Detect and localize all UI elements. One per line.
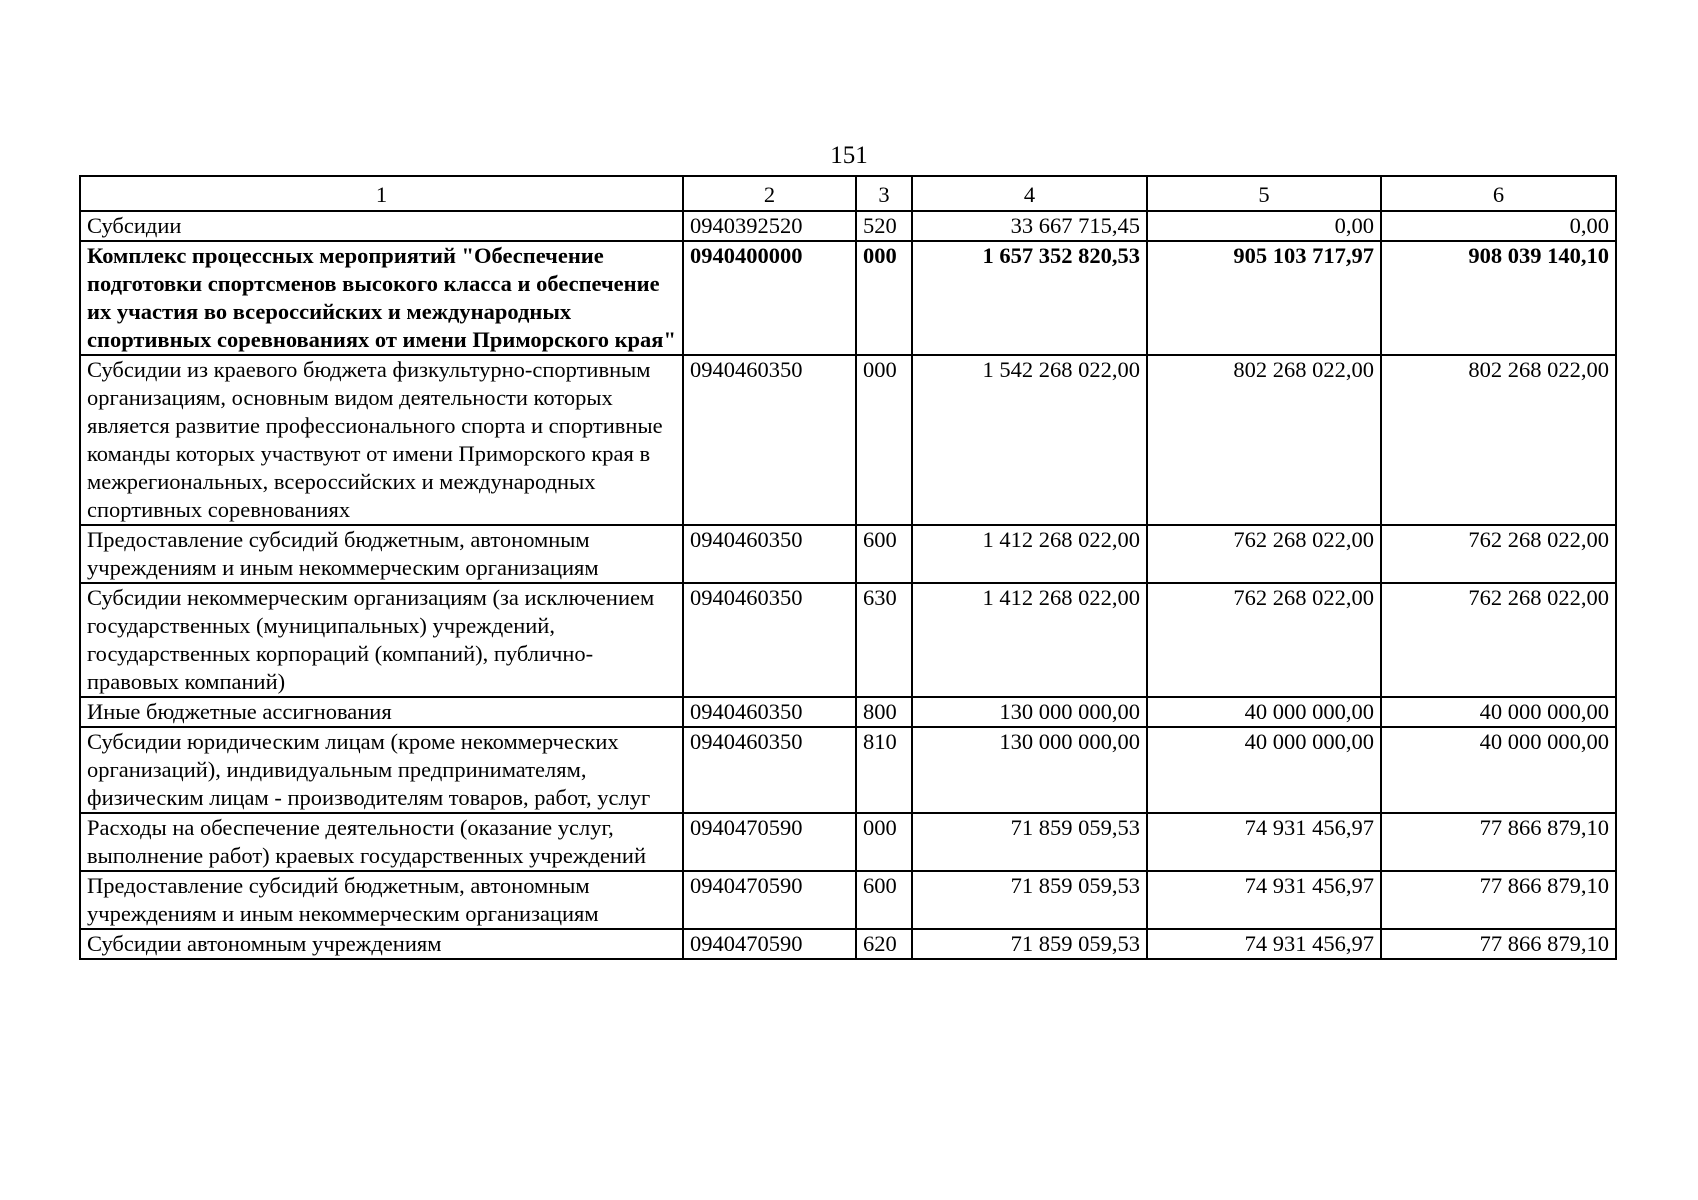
page-number: 151 <box>830 142 868 169</box>
row-code-cell: 0940470590 <box>683 813 856 871</box>
row-name-cell: Субсидии автономным учреждениям <box>80 929 683 959</box>
column-header-3: 3 <box>856 176 912 211</box>
row-code-cell: 0940460350 <box>683 525 856 583</box>
row-name-cell: Иные бюджетные ассигнования <box>80 697 683 727</box>
row-name-cell: Субсидии юридическим лицам (кроме некоммерческих организаций), индивидуальным предпринимателям, физическим лицам - производителям товаров, работ, услуг <box>80 727 683 813</box>
header-row <box>80 176 1616 211</box>
row-value-4-cell: 71 859 059,53 <box>912 929 1147 959</box>
row-type-cell: 620 <box>856 929 912 959</box>
row-value-5-cell: 74 931 456,97 <box>1147 929 1381 959</box>
row-type-cell: 600 <box>856 871 912 929</box>
row-name-cell: Предоставление субсидий бюджетным, автономным учреждениям и иным некоммерческим организациям <box>80 525 683 583</box>
row-value-4-cell: 1 412 268 022,00 <box>912 525 1147 583</box>
row-value-4-cell: 33 667 715,45 <box>912 211 1147 241</box>
row-value-6-cell: 0,00 <box>1381 211 1616 241</box>
row-value-5-cell: 74 931 456,97 <box>1147 813 1381 871</box>
row-value-6-cell: 908 039 140,10 <box>1381 241 1616 355</box>
row-type-cell: 810 <box>856 727 912 813</box>
column-header-4: 4 <box>912 176 1147 211</box>
row-value-4-cell: 1 542 268 022,00 <box>912 355 1147 525</box>
row-code-cell: 0940470590 <box>683 929 856 959</box>
budget-table <box>79 175 1617 960</box>
column-header-5: 5 <box>1147 176 1381 211</box>
table-row <box>80 211 1616 241</box>
row-type-cell: 600 <box>856 525 912 583</box>
row-value-6-cell: 77 866 879,10 <box>1381 929 1616 959</box>
table-row <box>80 929 1616 959</box>
row-code-cell: 0940392520 <box>683 211 856 241</box>
row-value-6-cell: 40 000 000,00 <box>1381 697 1616 727</box>
row-value-4-cell: 71 859 059,53 <box>912 871 1147 929</box>
row-name-cell: Субсидии из краевого бюджета физкультурно-спортивным организациям, основным видом деятельности которых является развитие профессионального спорта и спортивные команды которых участвуют от имени Приморского края в межрегиональных, всероссийских и международных спортивных соревнованиях <box>80 355 683 525</box>
row-value-5-cell: 40 000 000,00 <box>1147 697 1381 727</box>
row-value-4-cell: 130 000 000,00 <box>912 727 1147 813</box>
row-code-cell: 0940470590 <box>683 871 856 929</box>
row-type-cell: 000 <box>856 355 912 525</box>
row-code-cell: 0940460350 <box>683 583 856 697</box>
row-value-6-cell: 802 268 022,00 <box>1381 355 1616 525</box>
row-value-5-cell: 74 931 456,97 <box>1147 871 1381 929</box>
row-type-cell: 520 <box>856 211 912 241</box>
row-name-cell: Субсидии <box>80 211 683 241</box>
table-row <box>80 697 1616 727</box>
row-type-cell: 630 <box>856 583 912 697</box>
table-row <box>80 355 1616 525</box>
row-type-cell: 000 <box>856 813 912 871</box>
table-row <box>80 813 1616 871</box>
table-row <box>80 241 1616 355</box>
row-name-cell: Субсидии некоммерческим организациям (за исключением государственных (муниципальных) учреждений, государственных корпораций (компаний), публично-правовых компаний) <box>80 583 683 697</box>
row-value-5-cell: 40 000 000,00 <box>1147 727 1381 813</box>
row-value-5-cell: 762 268 022,00 <box>1147 583 1381 697</box>
table-row <box>80 525 1616 583</box>
row-code-cell: 0940400000 <box>683 241 856 355</box>
row-name-cell: Предоставление субсидий бюджетным, автономным учреждениям и иным некоммерческим организациям <box>80 871 683 929</box>
table-row <box>80 871 1616 929</box>
row-value-6-cell: 40 000 000,00 <box>1381 727 1616 813</box>
table-row <box>80 727 1616 813</box>
row-name-cell: Комплекс процессных мероприятий "Обеспечение подготовки спортсменов высокого класса и обеспечение их участия во всероссийских и международных спортивных соревнованиях от имени Приморского края" <box>80 241 683 355</box>
row-value-6-cell: 762 268 022,00 <box>1381 583 1616 697</box>
column-header-1: 1 <box>80 176 683 211</box>
row-value-5-cell: 0,00 <box>1147 211 1381 241</box>
row-type-cell: 800 <box>856 697 912 727</box>
row-value-6-cell: 762 268 022,00 <box>1381 525 1616 583</box>
row-value-5-cell: 905 103 717,97 <box>1147 241 1381 355</box>
row-value-4-cell: 1 657 352 820,53 <box>912 241 1147 355</box>
row-type-cell: 000 <box>856 241 912 355</box>
table-row <box>80 583 1616 697</box>
row-code-cell: 0940460350 <box>683 727 856 813</box>
column-header-6: 6 <box>1381 176 1616 211</box>
table-body <box>80 211 1616 959</box>
column-header-2: 2 <box>683 176 856 211</box>
row-value-4-cell: 1 412 268 022,00 <box>912 583 1147 697</box>
row-value-6-cell: 77 866 879,10 <box>1381 813 1616 871</box>
row-value-5-cell: 762 268 022,00 <box>1147 525 1381 583</box>
row-code-cell: 0940460350 <box>683 697 856 727</box>
row-value-5-cell: 802 268 022,00 <box>1147 355 1381 525</box>
row-value-4-cell: 71 859 059,53 <box>912 813 1147 871</box>
row-code-cell: 0940460350 <box>683 355 856 525</box>
row-value-6-cell: 77 866 879,10 <box>1381 871 1616 929</box>
row-value-4-cell: 130 000 000,00 <box>912 697 1147 727</box>
row-name-cell: Расходы на обеспечение деятельности (оказание услуг, выполнение работ) краевых государственных учреждений <box>80 813 683 871</box>
